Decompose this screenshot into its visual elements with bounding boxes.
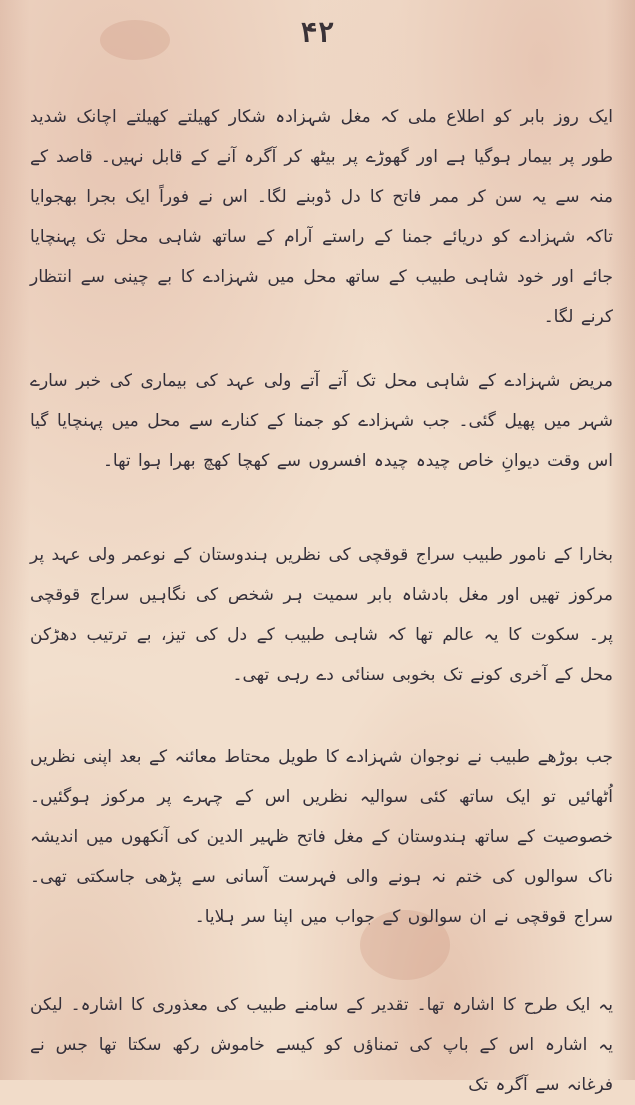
page-number: ۴۲ — [300, 16, 335, 49]
paragraph-4: جب بوڑھے طبیب نے نوجوان شہزادے کا طویل محتاط معائنہ کے بعد اپنی نظریں اُٹھائیں تو ایک ساتھ کئی سوالیہ نظریں اس کے چہرے پر مرکوز ہوگئیں۔ خصوصیت کے ساتھ ہندوستان کے مغل فاتح ظہیر الدین کی آنکھوں میں اندیشہ ناک سوالوں کی ختم نہ ہونے والی فہرست آسانی سے پڑھی جاسکتی تھی۔ سراج قوقچی نے ان سوالوں کے جواب میں اپنا سر ہلایا۔ — [30, 747, 613, 927]
paragraph-1: ایک روز بابر کو اطلاع ملی کہ مغل شہزادہ شکار کھیلتے کھیلتے اچانک شدید طور پر بیمار ہوگیا ہے اور گھوڑے پر بیٹھ کر آگرہ آنے کے قابل نہیں۔ قاصد کے منہ سے یہ سن کر ممر فاتح کا دل ڈوبنے لگا۔ اس نے فوراً ایک بجرا بھجوایا تاکہ شہزادے کو دریائے جمنا کے راستے آرام کے ساتھ شاہی محل تک پہنچایا جائے اور خود شاہی طبیب کے ساتھ محل میں شہزادے کا بے چینی سے انتظار کرنے لگا۔ — [30, 107, 613, 327]
paragraph-3: بخارا کے نامور طبیب سراج قوقچی کی نظریں ہندوستان کے نوعمر ولی عہد پر مرکوز تھیں اور مغل بادشاہ بابر سمیت ہر شخص کی نگاہیں سراج قوقچی پر۔ سکوت کا یہ عالم تھا کہ شاہی طبیب کے دل کی تیز، بے ترتیب دھڑکن محل کے آخری کونے تک بخوبی سنائی دے رہی تھی۔ — [30, 545, 613, 685]
paragraph-2: مریض شہزادے کے شاہی محل تک آتے آتے ولی عہد کی بیماری کی خبر سارے شہر میں پھیل گئی۔ جب شہزادے کو جمنا کے کنارے سے محل میں پہنچایا گیا اس وقت دیوانِ خاص چیدہ چیدہ افسروں سے کھچا کھچ بھرا ہوا تھا۔ — [30, 371, 613, 471]
paragraph-5: یہ ایک طرح کا اشارہ تھا۔ تقدیر کے سامنے طبیب کی معذوری کا اشارہ۔ لیکن یہ اشارہ اس کے باپ کی تمناؤں کو کیسے خاموش رکھ سکتا تھا جس نے فرغانہ سے آگرہ تک — [30, 995, 613, 1095]
